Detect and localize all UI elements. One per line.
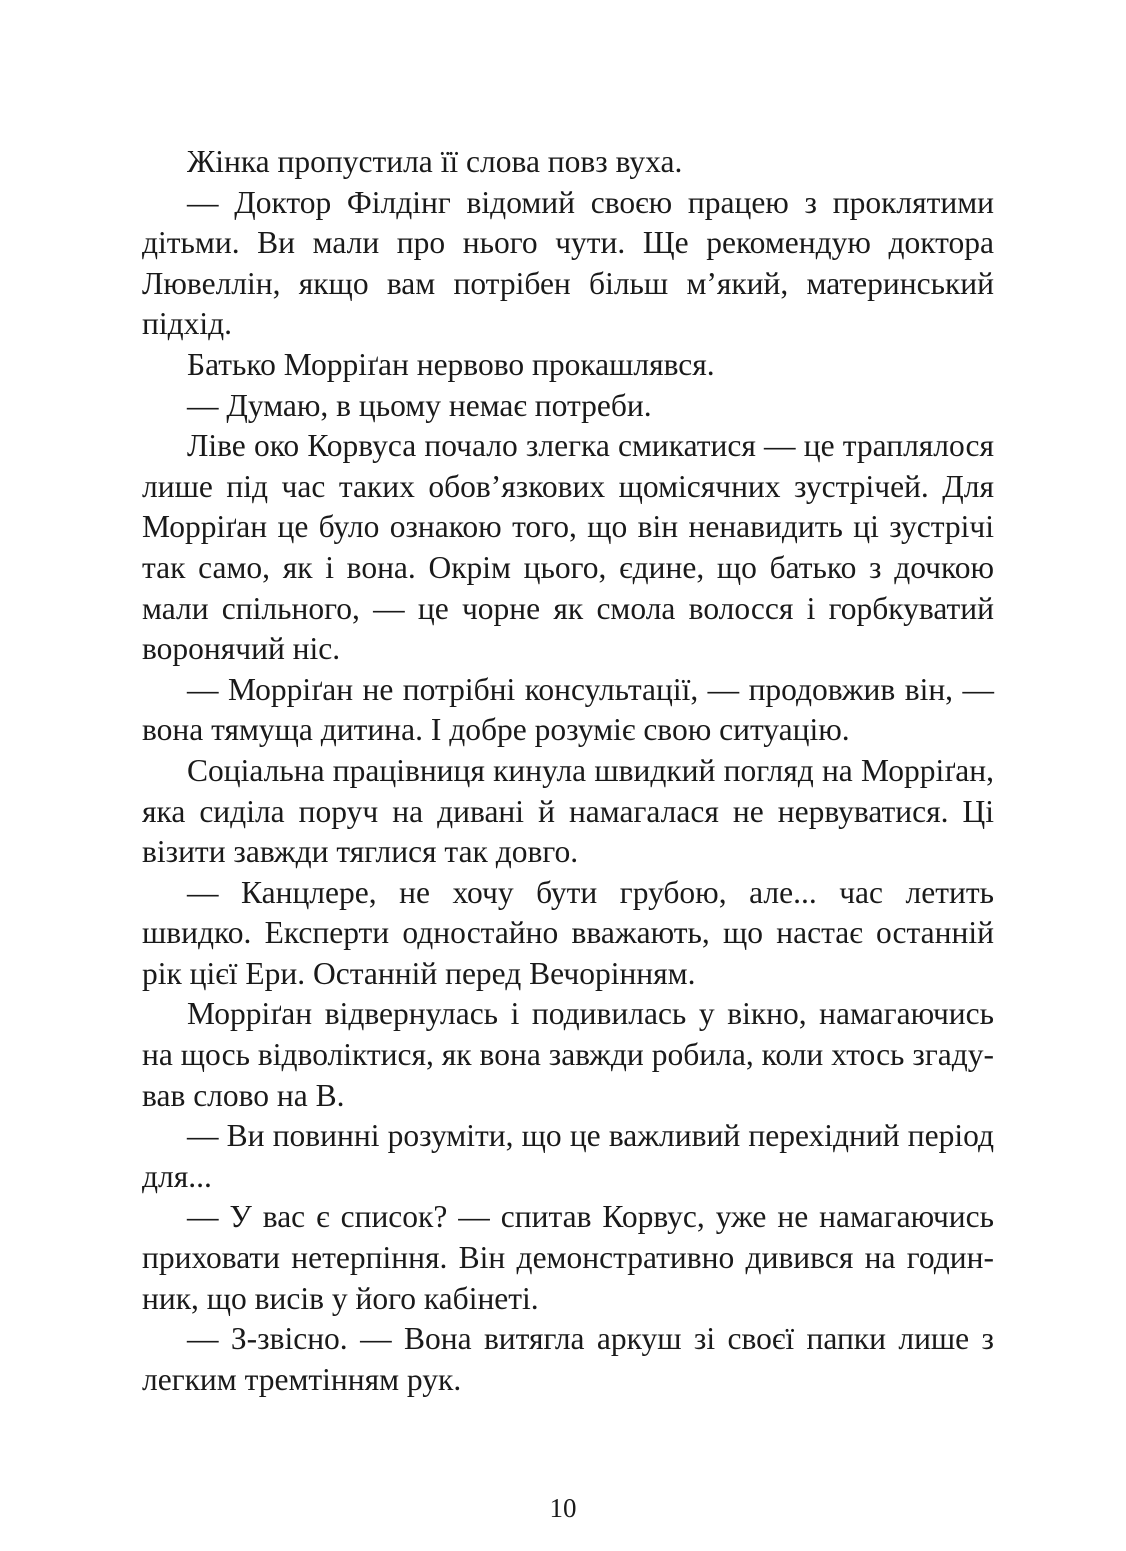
paragraph: — Ви повинні розуміти, що це важливий перехідний період для... bbox=[142, 1118, 994, 1194]
paragraph: Соціальна працівниця кинула швидкий погляд на Морріґан, яка сиділа поруч на дивані й намагалася не нервуватися. Ці візити завжди тяглися так довго. bbox=[142, 752, 994, 870]
paragraph: Батько Морріґан нервово прокашлявся. bbox=[187, 346, 715, 382]
paragraph: — Доктор Філдінг відомий своєю працею з проклятими дітьми. Ви мали про нього чути. Ще рекомендую доктора Лювеллін, якщо вам потрібен більш м’який, материнський підхід. bbox=[142, 184, 994, 342]
paragraph: — У вас є список? — спитав Корвус, уже не намагаючись приховати нетерпіння. Він демонстративно дивився на годинник, що висів у його кабінеті. bbox=[142, 1199, 994, 1316]
paragraph: — З-звісно. — Вона витягла аркуш зі своєї папки лише з легким тремтінням рук. bbox=[142, 1321, 994, 1397]
paragraph: Жінка пропустила її слова повз вуха. bbox=[187, 144, 683, 179]
paragraph: — Думаю, в цьому немає потреби. bbox=[187, 387, 652, 423]
page-number: 10 bbox=[549, 1493, 577, 1523]
paragraph: Морріґан відвернулась і подивилась у вікно, намагаючись на щось відволіктися, як вона завжди робила, коли хтось згадував слово на В. bbox=[142, 996, 994, 1113]
paragraph: Ліве око Корвуса почало злегка смикатися — це траплялося лише під час таких обов’язкових щомісячних зустрічей. Для Морріґан це було ознакою того, що він ненавидить ці зустрічі так само, як і вона. Окрім цього, єдине, що батько з дочкою мали спільного, — це чорне як смола волосся і горбкуватий воронячий ніс. bbox=[142, 428, 994, 667]
paragraph: — Канцлере, не хочу бути грубою, але... час летить швидко. Експерти одностайно вважають, що настає останній рік цієї Ери. Останній перед Вечорінням. bbox=[142, 874, 994, 991]
body-text bbox=[142, 142, 994, 1400]
paragraph: — Морріґан не потрібні консультації, — продовжив він, — вона тямуща дитина. І добре розуміє свою ситуацію. bbox=[142, 671, 994, 748]
